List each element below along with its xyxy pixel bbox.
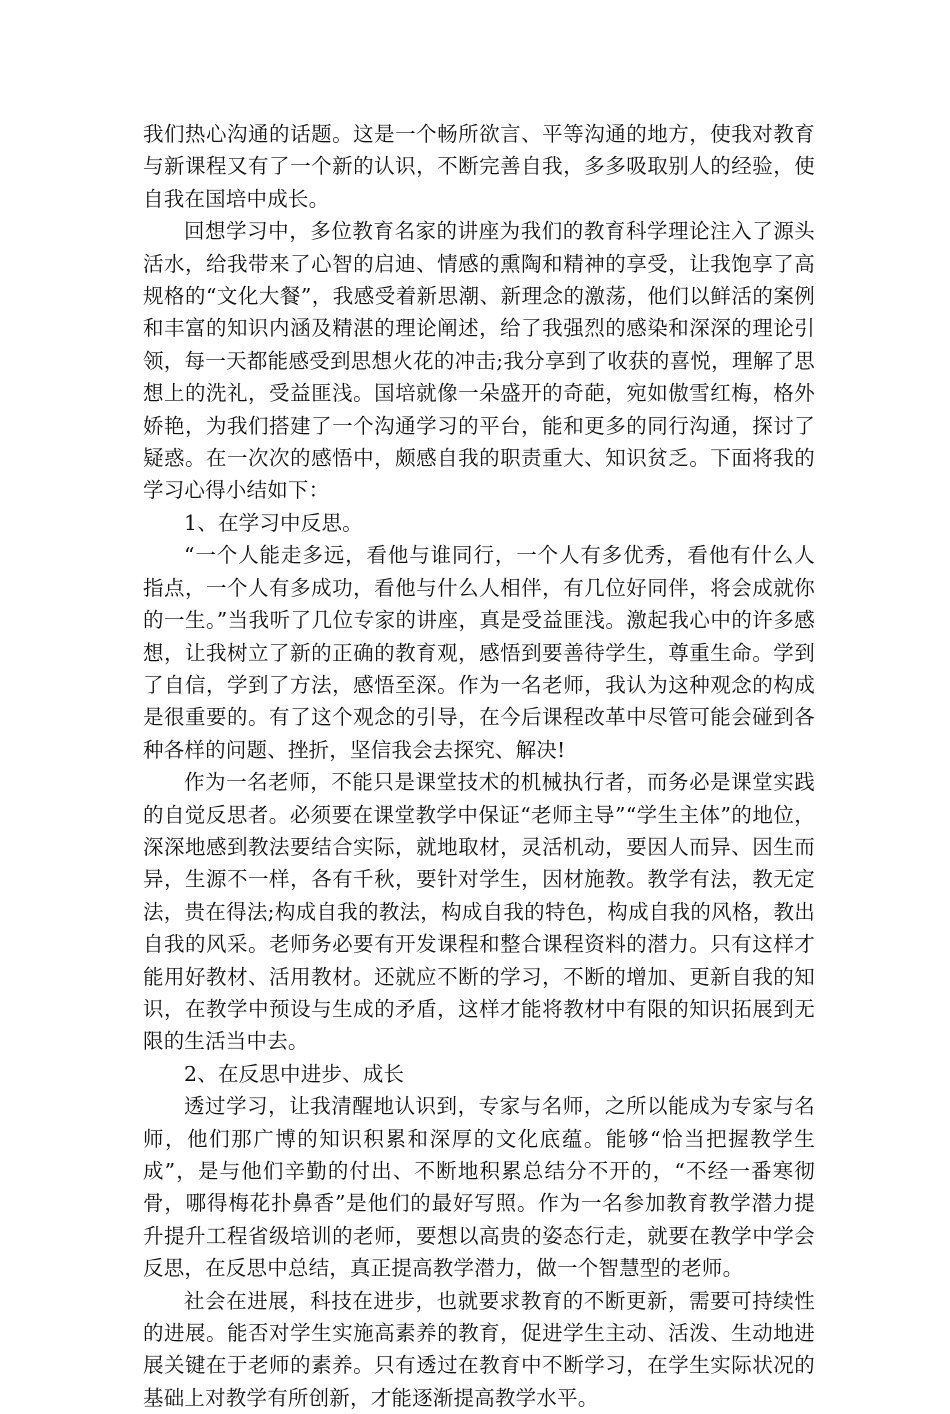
paragraph-quote-reflection: “一个人能走多远，看他与谁同行，一个人有多优秀，看他有什么人指点，一个人有多成功，看他与什么人相伴，有几位好同伴，将会成就你的一生。”当我听了几位专家的讲座，真是受益匪浅。激起我心中的许多感想，让我树立了新的正确的教育观，感悟到要善待学生，尊重生命。学到了自信，学到了方法，感悟至深。作为一名老师，我认为这种观念的构成是很重要的。有了这个观念的引导，在今后课程改革中尽管可能会碰到各种各样的问题、挫折，坚信我会去探究、解决! bbox=[143, 543, 815, 762]
paragraph-intro-continued: 我们热心沟通的话题。这是一个畅所欲言、平等沟通的地方，使我对教育与新课程又有了一个新的认识，不断完善自我，多多吸取别人的经验，使自我在国培中成长。 bbox=[143, 122, 815, 211]
document-page bbox=[143, 118, 815, 1414]
paragraph-teacher-role: 作为一名老师，不能只是课堂技术的机械执行者，而务必是课堂实践的自觉反思者。必须要在课堂教学中保证“老师主导”“学生主体”的地位，深深地感到教法要结合实际，就地取材，灵活机动，要因人而异、因生而异，生源不一样，各有千秋，要针对学生，因材施教。教学有法，教无定法，贵在得法;构成自我的教法，构成自我的特色，构成自我的风格，教出自我的风采。老师务必要有开发课程和整合课程资料的潜力。只有这样才能用好教材、活用教材。还就应不断的学习，不断的增加、更新自我的知识，在教学中预设与生成的矛盾，这样才能将教材中有限的知识拓展到无限的生活当中去。 bbox=[143, 770, 815, 1054]
section-heading-2: 2、在反思中进步、成长 bbox=[184, 1061, 405, 1086]
paragraph-recollection: 回想学习中，多位教育名家的讲座为我们的教育科学理论注入了源头活水，给我带来了心智的启迪、情感的熏陶和精神的享受，让我饱享了高规格的“文化大餐”，我感受着新思潮、新理念的激荡，他们以鲜活的案例和丰富的知识内涵及精湛的理论阐述，给了我强烈的感染和深深的理论引领，每一天都能感受到思想火花的冲击;我分享到了收获的喜悦，理解了思想上的洗礼，受益匪浅。国培就像一朵盛开的奇葩，宛如傲雪红梅，格外娇艳，为我们搭建了一个沟通学习的平台，能和更多的同行沟通，探讨了疑惑。在一次次的感悟中，颇感自我的职责重大、知识贫乏。下面将我的学习心得小结如下： bbox=[143, 219, 815, 503]
section-heading-1: 1、在学习中反思。 bbox=[184, 510, 363, 535]
paragraph-society: 社会在进展，科技在进步，也就要求教育的不断更新，需要可持续性的进展。能否对学生实施高素养的教育，促进学生主动、活泼、生动地进展关键在于老师的素养。只有透过在教育中不断学习，在学生实际状况的基础上对教学有所创新，才能逐渐提高教学水平。 bbox=[143, 1288, 815, 1410]
paragraph-experts: 透过学习，让我清醒地认识到，专家与名师，之所以能成为专家与名师，他们那广博的知识积累和深厚的文化底蕴。能够“恰当把握教学生成”，是与他们辛勤的付出、不断地积累总结分不开的，“不经一番寒彻骨，哪得梅花扑鼻香”是他们的最好写照。作为一名参加教育教学潜力提升提升工程省级培训的老师，要想以高贵的姿态行走，就要在教学中学会反思，在反思中总结，真正提高教学潜力，做一个智慧型的老师。 bbox=[143, 1094, 815, 1281]
